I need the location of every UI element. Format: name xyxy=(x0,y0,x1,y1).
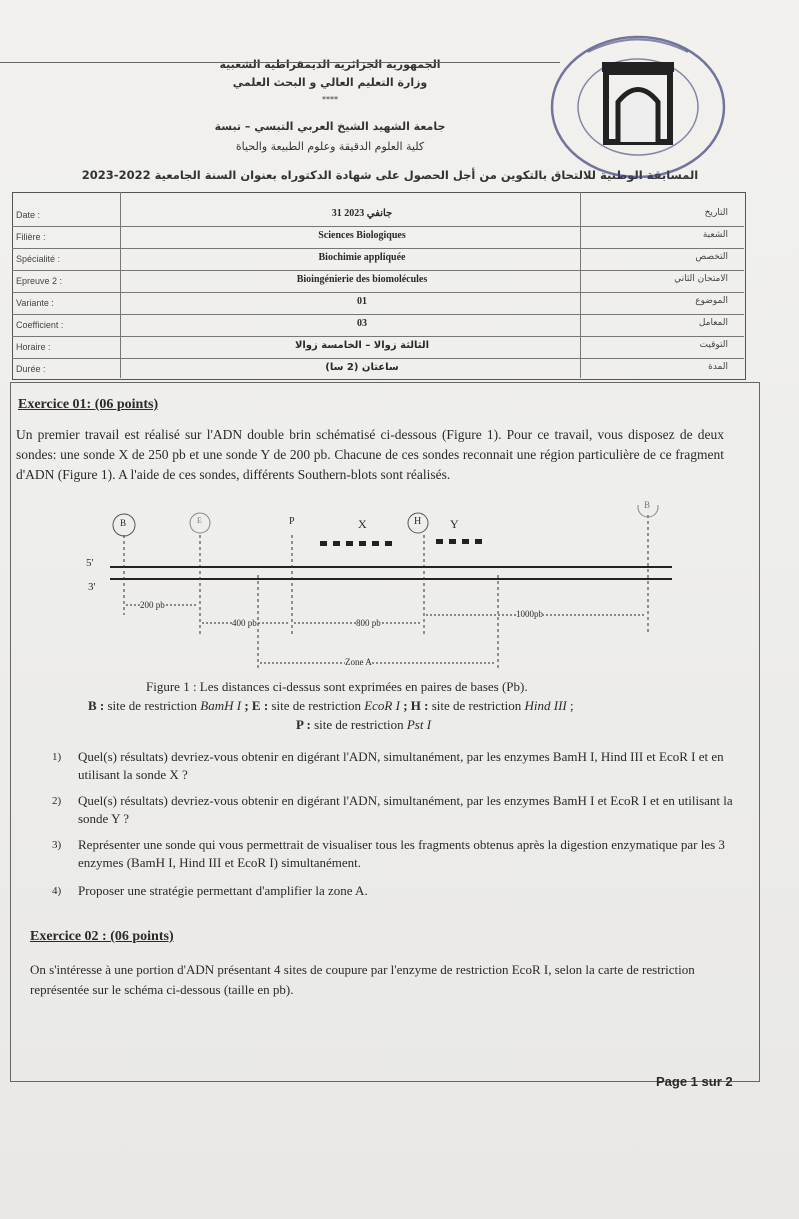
site-label-b2: B xyxy=(644,500,651,510)
exercise2-title: Exercice 02 : (06 points) xyxy=(30,929,174,944)
strand-3-label: 3' xyxy=(88,581,96,593)
university-seal xyxy=(548,32,728,182)
info-value: 03 xyxy=(357,318,367,329)
figure1-legend-line2 xyxy=(296,716,431,734)
info-label-fr: Variante : xyxy=(16,298,54,308)
page-number: Page 1 sur 2 xyxy=(656,1074,733,1089)
exercise2-intro: On s'intéresse à une portion d'ADN présentant 4 sites de coupure par l'enzyme de restriction EcoR I, selon la carte de restriction représentée sur le schéma ci-dessous (taille en pb). xyxy=(30,962,695,997)
info-value: 01 xyxy=(357,296,367,307)
legend-p: P : xyxy=(296,717,311,732)
legend-p-enzyme: Pst I xyxy=(406,717,432,732)
info-label-fr: Durée : xyxy=(16,364,46,374)
question-text: Quel(s) résultats) devriez-vous obtenir en digérant l'ADN, simultanément, par les enzymes BamH I et EcoR I et en utilisant la sonde Y ? xyxy=(78,793,733,826)
info-row-epreuve xyxy=(12,270,744,293)
info-label-ar: الامتحان الثاني xyxy=(674,274,728,284)
info-row-variante xyxy=(12,292,744,315)
probe-y-label: Y xyxy=(450,517,459,531)
info-value: Biochimie appliquée xyxy=(318,252,406,263)
info-value: Sciences Biologiques xyxy=(318,230,406,241)
contest-title: المسابقة الوطنية للالتحاق بالتكوين من أجل الحصول على شهادة الدكتوراه بعنوان السنة الجامعية 2022-2023 xyxy=(81,168,699,182)
info-row-date xyxy=(12,204,744,227)
question-3 xyxy=(52,836,742,876)
question-number: 1) xyxy=(52,751,62,763)
info-label-fr: Spécialité : xyxy=(16,254,61,264)
info-label-fr: Coefficient : xyxy=(16,320,64,330)
info-label-ar: المدة xyxy=(708,362,728,372)
site-label-p: P xyxy=(289,516,295,527)
info-row-coefficient xyxy=(12,314,744,337)
info-label-ar: التاريخ xyxy=(704,208,728,218)
strand-5-label: 5' xyxy=(86,557,94,569)
info-label-ar: الشعبة xyxy=(702,230,728,240)
info-value: الثالثة زوالا – الخامسة زوالا xyxy=(294,340,430,351)
figure1-legend-line xyxy=(88,697,574,715)
legend-h-enzyme: Hind III xyxy=(524,698,567,713)
legend-p-text: site de restriction xyxy=(310,717,407,732)
legend-e: ; E : xyxy=(241,698,269,713)
header-republic: الجمهورية الجزائرية الديمقراطية الشعبية xyxy=(219,58,441,71)
info-label-ar: التوقيت xyxy=(699,340,728,350)
header-rule xyxy=(0,62,560,63)
question-number: 4) xyxy=(52,885,62,897)
legend-b-text: site de restriction xyxy=(104,698,201,713)
question-2 xyxy=(52,792,742,832)
header-university: جامعة الشهيد الشيخ العربي التبسي – تبسة xyxy=(214,120,446,133)
info-label-ar: الموضوع xyxy=(695,296,728,306)
question-text: Proposer une stratégie permettant d'amplifier la zone A. xyxy=(78,883,368,898)
question-1 xyxy=(52,748,742,788)
info-label-fr: Filière : xyxy=(16,232,46,242)
header-ministry: وزارة التعليم العالي و البحث العلمي xyxy=(232,76,428,89)
info-row-horaire xyxy=(12,336,744,359)
legend-end: ; xyxy=(566,698,574,713)
info-label-fr: Date : xyxy=(16,210,41,220)
legend-e-enzyme: EcoR I xyxy=(364,698,400,713)
header-faculty: كلية العلوم الدقيقة وعلوم الطبيعة والحياة xyxy=(235,140,425,153)
legend-h: ; H : xyxy=(399,698,429,713)
distance-800: 800 pb xyxy=(356,618,381,628)
zone-a-label: Zone A xyxy=(345,657,372,667)
site-label-e: E xyxy=(197,516,202,525)
info-label-ar: المعامل xyxy=(698,318,728,328)
info-label-ar: التخصص xyxy=(695,252,728,262)
info-value: ساعتان (2 سا) xyxy=(325,362,399,373)
question-number: 3) xyxy=(52,839,62,851)
info-label-fr: Horaire : xyxy=(16,342,51,352)
figure1 xyxy=(80,500,700,675)
info-value: Bioingénierie des biomolécules xyxy=(296,274,428,285)
legend-b-enzyme: BamH I xyxy=(200,698,242,713)
question-text: Représenter une sonde qui vous permettrait de visualiser tous les fragments obtenus après la digestion enzymatique par les 3 enzymes (BamH I, Hind III et EcoR I) simultanément. xyxy=(78,837,725,870)
distance-1000: 1000pb xyxy=(516,609,543,619)
site-label-b1: B xyxy=(120,518,127,528)
info-row-duree xyxy=(12,358,744,380)
distance-200: 200 pb xyxy=(140,600,165,610)
legend-h-text: site de restriction xyxy=(428,698,525,713)
exercise1-intro: Un premier travail est réalisé sur l'ADN double brin schématisé ci-dessous (Figure 1). Pour ce travail, vous disposez de deux sondes: une sonde X de 250 pb et une sonde Y de 200 pb. Chacune de ces sondes reconnait une région particulière de ce fragment d'ADN (Figure 1). A l'aide de ces sondes, différents Southern-blots sont réalisés. xyxy=(16,427,724,482)
question-4 xyxy=(52,882,742,902)
figure1-caption: Figure 1 : Les distances ci-dessus sont exprimées en paires de bases (Pb). xyxy=(146,679,528,694)
exercise1-title: Exercice 01: (06 points) xyxy=(18,397,159,412)
legend-e-text: site de restriction xyxy=(268,698,365,713)
info-row-specialite xyxy=(12,248,744,271)
info-value: 31 جانفي 2023 xyxy=(331,208,393,219)
legend-b: B : xyxy=(88,698,105,713)
question-text: Quel(s) résultats) devriez-vous obtenir en digérant l'ADN, simultanément, par les enzymes BamH I, Hind III et EcoR I et en utilisant la sonde X ? xyxy=(78,749,724,782)
distance-400: 400 pb xyxy=(232,618,257,628)
probe-x-label: X xyxy=(358,517,367,531)
site-label-h: H xyxy=(414,516,422,527)
info-row-filiere xyxy=(12,226,744,249)
header-stars: **** xyxy=(322,95,338,104)
question-number: 2) xyxy=(52,795,62,807)
info-label-fr: Epreuve 2 : xyxy=(16,276,63,286)
